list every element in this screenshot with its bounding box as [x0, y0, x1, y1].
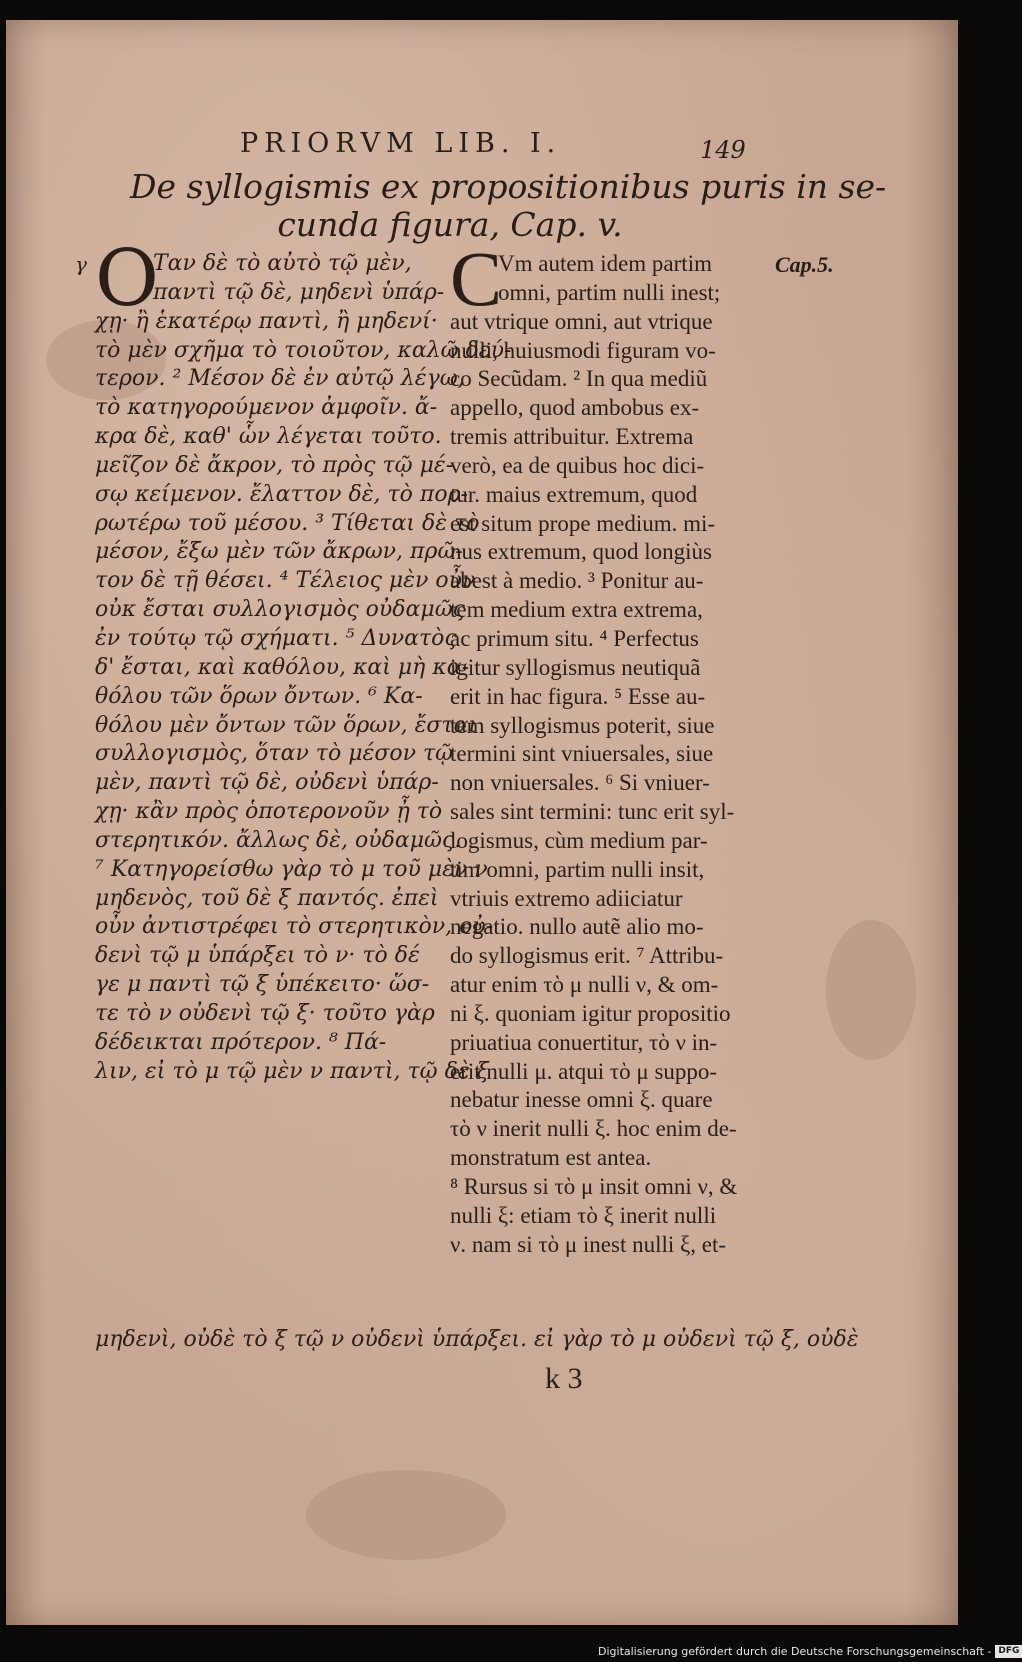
latin-line: erit in hac figura. ⁵ Esse au- — [450, 683, 706, 709]
latin-line: τὸ ν inerit nulli ξ. hoc enim de- — [450, 1116, 737, 1142]
greek-line: μεῖζον δὲ ἄκρον, τὸ πρὸς τῷ μέ- — [95, 452, 454, 478]
greek-line: δ' ἔσται, καὶ καθόλου, καὶ μὴ κα- — [95, 654, 470, 680]
latin-line: do syllogismus erit. ⁷ Attribu- — [450, 943, 724, 969]
latin-line: vtriuis extremo adiiciatur — [450, 885, 683, 911]
greek-line: τερον. ² Μέσον δὲ ἐν αὐτῷ λέγω, — [95, 366, 465, 392]
greek-line: ρωτέρω τοῦ μέσου. ³ Τίθεται δὲ τὸ — [95, 510, 480, 536]
digitization-footer — [598, 1642, 1020, 1660]
latin-line: omni, partim nulli inest; — [498, 279, 721, 305]
greek-line: ἐν τούτῳ τῷ σχήματι. ⁵ Δυνατὸς — [95, 625, 457, 651]
greek-line: τὸ κατηγορούμενον ἀμφοῖν. ἄ- — [95, 395, 438, 421]
latin-line: co Secũdam. ² In qua mediũ — [450, 366, 708, 392]
latin-line: aut vtrique omni, aut vtrique — [450, 308, 713, 334]
greek-line: τον δὲ τῇ θέσει. ⁴ Τέλειος μὲν οὖν — [95, 568, 476, 594]
latin-line: verò, ea de quibus hoc dici- — [450, 452, 705, 478]
latin-line: sales sint termini: tunc erit syl- — [450, 799, 735, 825]
greek-line: χῃ· ἢ ἑκατέρῳ παντὶ, ἢ μηδενί· — [95, 308, 438, 334]
greek-drop-cap: Ο — [95, 234, 159, 324]
greek-line: χῃ· κἂν πρὸς ὁποτερονοῦν ᾖ τὸ — [95, 799, 443, 825]
greek-line: δέδεικται πρότερον. ⁸ Πά- — [95, 1029, 387, 1055]
greek-text-column — [95, 234, 512, 1086]
paper-stain — [306, 1470, 506, 1560]
latin-line: nulli, huiusmodi figuram vo- — [450, 337, 716, 363]
latin-line: nebatur inesse omni ξ. quare — [450, 1087, 713, 1113]
greek-line: παντὶ τῷ δὲ, μηδενὶ ὑπάρ- — [153, 279, 445, 305]
greek-line: σῳ κείμενον. ἔλαττον δὲ, τὸ πορ- — [95, 481, 468, 507]
greek-final-line: μηδενὶ, οὐδὲ τὸ ξ τῷ ν οὐδενὶ ὑπάρξει. εἰ γὰρ τὸ μ οὐδενὶ τῷ ξ, οὐδὲ — [95, 1327, 859, 1352]
dfg-logo: DFG — [995, 1645, 1022, 1658]
latin-line: ν. nam si τὸ μ inest nulli ξ, et- — [450, 1231, 727, 1257]
latin-line: tim omni, partim nulli insit, — [450, 856, 705, 882]
latin-drop-cap: C — [450, 235, 503, 322]
greek-line: γε μ παντὶ τῷ ξ ὑπέκειτο· ὥσ- — [95, 972, 430, 998]
latin-line: non vniuersales. ⁶ Si vniuer- — [450, 770, 710, 796]
latin-line: est situm prope medium. mi- — [450, 510, 716, 536]
chapter-title-line: cunda figura, Cap. v. — [277, 205, 623, 244]
latin-line: igitur syllogismus neutiquã — [450, 654, 701, 680]
latin-line: ni ξ. quoniam igitur propositio — [450, 1000, 731, 1026]
greek-line: λιν, εἰ τὸ μ τῷ μὲν ν παντὶ, τῷ δὲ ξ — [95, 1058, 489, 1084]
latin-line: tremis attribuitur. Extrema — [450, 424, 694, 450]
page-number: 149 — [700, 136, 746, 164]
greek-line: μὲν, παντὶ τῷ δὲ, οὐδενὶ ὑπάρ- — [95, 770, 439, 796]
greek-line: μηδενὸς, τοῦ δὲ ξ παντός. ἐπεὶ — [95, 885, 439, 911]
greek-line: ⁷ Κατηγορείσθω γὰρ τὸ μ τοῦ μὲν ν — [95, 856, 488, 882]
greek-line: θόλου μὲν ὄντων τῶν ὅρων, ἔσται — [95, 712, 478, 738]
latin-line: atur enim τὸ μ nulli ν, & om- — [450, 972, 719, 998]
greek-line: θόλου τῶν ὅρων ὄντων. ⁶ Κα- — [95, 683, 423, 709]
signature-mark: k 3 — [545, 1362, 583, 1395]
latin-line: logismus, cùm medium par- — [450, 827, 708, 853]
latin-line: tem medium extra extrema, — [450, 597, 703, 623]
latin-line: abest à medio. ³ Ponitur au- — [450, 568, 704, 594]
greek-line: τὸ μὲν σχῆμα τὸ τοιοῦτον, καλῶ δεύ- — [95, 337, 512, 363]
latin-line: appello, quod ambobus ex- — [450, 395, 700, 421]
latin-line: Vm autem idem partim — [498, 251, 712, 276]
greek-line: μέσον, ἔξω μὲν τῶν ἄκρων, πρῶ- — [95, 539, 463, 565]
greek-line: δενὶ τῷ μ ὑπάρξει τὸ ν· τὸ δέ — [95, 943, 420, 969]
latin-line: monstratum est antea. — [450, 1145, 652, 1171]
latin-line: ac primum situ. ⁴ Perfectus — [450, 625, 699, 651]
latin-line: nulli ξ: etiam τὸ ξ inerit nulli — [450, 1202, 717, 1228]
latin-line: nus extremum, quod longiùs — [450, 539, 712, 565]
latin-line: tur. maius extremum, quod — [450, 481, 698, 507]
greek-line: συλλογισμὸς, ὅταν τὸ μέσον τῷ — [95, 741, 454, 767]
greek-line: στερητικόν. ἄλλως δὲ, οὐδαμῶς. — [95, 827, 462, 853]
side-note: Cap.5. — [775, 252, 834, 277]
greek-line: οὖν ἀντιστρέφει τὸ στερητικὸν, οὐ- — [95, 914, 494, 940]
greek-line: οὐκ ἔσται συλλογισμὸς οὐδαμῶς — [95, 597, 465, 623]
marginal-marker: γ — [75, 252, 87, 276]
greek-line: κρα δὲ, καθ' ὧν λέγεται τοῦτο. — [95, 424, 442, 450]
chapter-title — [130, 167, 887, 244]
chapter-title-line: De syllogismis ex propositionibus puris in se- — [130, 167, 887, 206]
latin-line: ⁸ Rursus si τὸ μ insit omni ν, & — [450, 1174, 738, 1199]
latin-line: negatio. nullo autẽ alio mo- — [450, 914, 704, 940]
latin-line: termini sint vniuersales, siue — [450, 741, 714, 767]
running-header: PRIORVM LIB. I. — [240, 128, 562, 159]
latin-line: erit nulli μ. atqui τὸ μ suppo- — [450, 1058, 718, 1084]
greek-line: Ταν δὲ τὸ αὐτὸ τῷ μὲν, — [153, 251, 412, 276]
latin-text-column — [450, 235, 765, 1260]
latin-line: tem syllogismus poterit, siue — [450, 712, 715, 738]
footer-text: Digitalisierung gefördert durch die Deutsche Forschungsgemeinschaft - — [598, 1644, 992, 1658]
paper-stain — [826, 920, 916, 1060]
latin-line: priuatiua conuertitur, τὸ ν in- — [450, 1029, 718, 1055]
greek-line: τε τὸ ν οὐδενὶ τῷ ξ· τοῦτο γὰρ — [95, 1000, 435, 1026]
